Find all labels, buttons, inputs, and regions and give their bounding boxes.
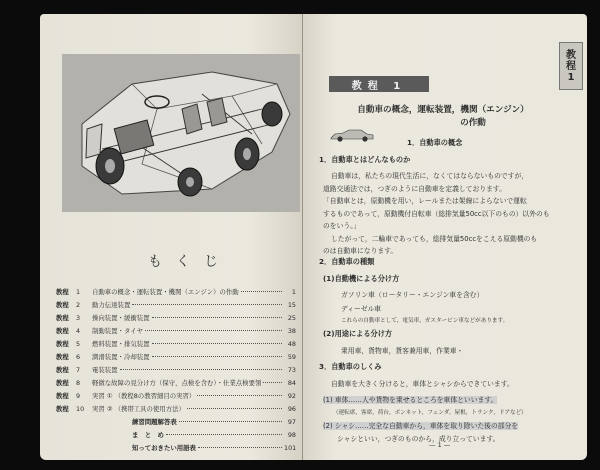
toc-row — [56, 443, 296, 456]
toc-label: 教程 — [56, 288, 69, 296]
toc-leader-dots — [241, 291, 282, 292]
toc-entry-title: 電装装置 — [92, 366, 118, 374]
toc-label: 教程 — [56, 392, 69, 400]
table-of-contents — [56, 287, 296, 456]
toc-number: 10 — [76, 405, 85, 413]
toc-row — [56, 313, 296, 326]
toc-leader-dots — [263, 382, 282, 383]
toc-label: 教程 — [56, 405, 69, 413]
toc-page-number: 15 — [287, 301, 296, 309]
toc-page-number: 98 — [287, 431, 296, 439]
chapter-tab — [559, 42, 583, 90]
toc-label: 教程 — [56, 366, 69, 374]
toc-leader-dots — [132, 304, 282, 305]
toc-label: 教程 — [56, 379, 69, 387]
toc-page-number: 96 — [287, 405, 296, 413]
toc-leader-dots — [187, 408, 282, 409]
toc-number: 9 — [76, 392, 81, 400]
toc-row — [56, 417, 296, 430]
subheading-by-engine: (1)自動機による分け方 — [323, 274, 400, 283]
toc-page-number: 97 — [287, 418, 296, 426]
toc-page-number: 25 — [287, 314, 296, 322]
list-item-body — [323, 394, 497, 404]
toc-leader-dots — [166, 434, 282, 435]
toc-number: 7 — [76, 366, 81, 374]
page-number: — 1 — — [429, 441, 451, 449]
left-page — [40, 14, 302, 460]
toc-label: 教程 — [56, 301, 69, 309]
toc-row — [56, 352, 296, 365]
toc-leader-dots — [198, 447, 282, 448]
tab-char: 教 — [566, 49, 576, 61]
toc-page-number: 48 — [287, 340, 296, 348]
toc-entry-title: 燃料装置・排気装置 — [92, 340, 150, 348]
toc-entry-title: 動力伝達装置 — [92, 301, 131, 309]
list-item: ディーゼル車 — [341, 305, 382, 313]
toc-leader-dots — [179, 421, 282, 422]
toc-page-number: 92 — [287, 392, 296, 400]
chapter-heading — [343, 104, 543, 130]
paragraph-line: のは自動車になります。 — [323, 247, 398, 255]
toc-number: 2 — [76, 301, 81, 309]
chassis-item-text: (2) シャシ……完全な自動車から，車体を取り除いた後の部分を — [323, 422, 519, 430]
toc-label: 教程 — [56, 353, 69, 361]
car-cutaway-drawing — [62, 54, 300, 212]
toc-row — [56, 430, 296, 443]
toc-entry-title: 自動車の概念・運転装置・機関（エンジン）の作動 — [92, 288, 239, 296]
car-chassis-illustration — [62, 54, 300, 212]
toc-number: 6 — [76, 353, 81, 361]
list-item-note: これらの自動車として，電気車，ガスタービン車などがあります。 — [341, 318, 509, 324]
paragraph-line: 「自動車とは，原動機を用い，レールまたは架線によらないで運転 — [323, 197, 527, 205]
toc-entry-title: 練習問題解答表 — [132, 418, 177, 426]
toc-leader-dots — [152, 343, 282, 344]
list-item-note: （運転席，客席，荷台，ボンネット，フェンダ，屋根，トランク，ドアなど） — [333, 410, 527, 416]
toc-label: 教程 — [56, 340, 69, 348]
toc-number: 5 — [76, 340, 81, 348]
toc-page-number: 1 — [291, 288, 296, 296]
paragraph-3: 自動車を大きく分けると，車体とシャシからできています。 — [331, 380, 514, 388]
toc-entry-title: 実習 ② （携帯工具の使用方法） — [92, 405, 185, 413]
toc-row — [56, 326, 296, 339]
toc-leader-dots — [145, 330, 282, 331]
list-item: ガソリン車（ロータリー・エンジン車を含む） — [341, 291, 484, 299]
heading-line-2: の作動 — [460, 118, 486, 128]
subheading-by-use: (2)用途による分け方 — [323, 329, 393, 338]
toc-leader-dots — [120, 369, 282, 370]
toc-title: もくじ — [148, 254, 232, 270]
toc-entry-title: 知っておきたい用語表 — [132, 444, 196, 452]
question-1-heading: 1．自動車とはどんなものか — [319, 155, 411, 164]
toc-page-number: 38 — [287, 327, 296, 335]
toc-label: 教程 — [56, 314, 69, 322]
toc-leader-dots — [197, 395, 282, 396]
section-1-heading: 1．自動車の概念 — [407, 138, 463, 147]
paragraph-line: するものであって，原動機付自転車（総排気量50cc以下のもの）以外のも — [323, 209, 550, 218]
list-item: 乗用車，貨物車，貨客兼用車，作業車・ — [341, 347, 464, 355]
toc-row — [56, 300, 296, 313]
tab-char: 1 — [567, 71, 575, 83]
toc-row — [56, 365, 296, 378]
question-2-heading: 2．自動車の種類 — [319, 257, 375, 266]
toc-entry-title: ま と め — [132, 431, 164, 439]
tab-char: 程 — [566, 60, 576, 72]
heading-line-1: 自動車の概念，運転装置，機関（エンジン） — [357, 105, 529, 115]
question-3-heading: 3．自動車のしくみ — [319, 362, 382, 371]
toc-entry-title: 操向装置・緩衝装置 — [92, 314, 150, 322]
list-item-continued: シャシといい，つぎのものから，成り立っています。 — [337, 435, 500, 443]
car-side-icon — [329, 128, 375, 142]
toc-entry-title: 軽微な故障の見分け方（保守，点検を含む）・仕業点検要領 — [92, 379, 262, 387]
toc-row — [56, 378, 296, 391]
paragraph-line: したがって，二輪車であっても，総排気量50ccをこえる原動機のも — [331, 234, 538, 243]
toc-page-number: 59 — [287, 353, 296, 361]
toc-number: 8 — [76, 379, 81, 387]
toc-page-number: 101 — [284, 444, 297, 452]
toc-page-number: 73 — [287, 366, 296, 374]
list-item-chassis — [323, 420, 518, 430]
toc-page-number: 84 — [287, 379, 296, 387]
toc-row — [56, 339, 296, 352]
toc-row — [56, 404, 296, 417]
toc-entry-title: 実習 ① （教程8の教習細目の実習） — [92, 392, 196, 400]
toc-number: 1 — [76, 288, 81, 296]
toc-number: 4 — [76, 327, 81, 335]
toc-entry-title: 潤滑装置・冷却装置 — [92, 353, 150, 361]
toc-number: 3 — [76, 314, 81, 322]
toc-row — [56, 287, 296, 300]
body-item-text: (1) 車体……人や貨物を乗せるところを車体といいます。 — [323, 396, 498, 404]
paragraph-line: のをいう。」 — [323, 222, 361, 230]
toc-leader-dots — [152, 356, 282, 357]
toc-label: 教程 — [56, 327, 69, 335]
right-page — [303, 14, 587, 460]
toc-row — [56, 391, 296, 404]
paragraph-line: 道路交通法では，つぎのように自動車を定義しております。 — [323, 184, 506, 193]
toc-entry-title: 制動装置・タイヤ — [92, 327, 143, 335]
lesson-label: 教程 1 — [329, 76, 429, 92]
toc-leader-dots — [152, 317, 282, 318]
paragraph-line: 自動車は，私たちの現代生活に，なくてはならないものですが， — [331, 172, 529, 180]
